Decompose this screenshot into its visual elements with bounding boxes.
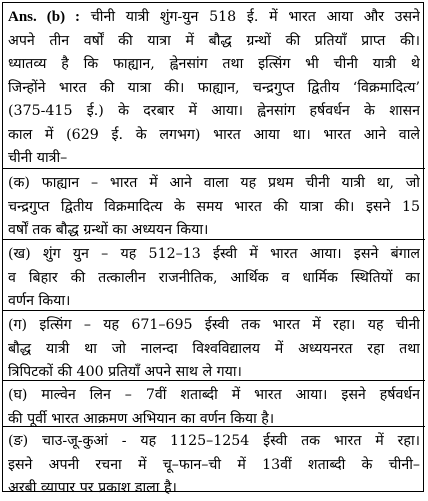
intro-line-1-text: चीनी यात्री शुंग-युन 518 ई. में भारत आया और उसने bbox=[90, 9, 420, 25]
item-line: त्रिपिटकों की 400 प्रतियाँ अपने साथ ले गया। bbox=[8, 364, 242, 380]
traveller-item-chau-ju-kua bbox=[3, 426, 425, 501]
item-line: इसने अपनी रचना में चू–फान–ची में 13वीं शताब्दी के चीनी– bbox=[8, 456, 420, 473]
item-line: (ङ) चाउ-जू-कुआं - यह 1125–1254 ईस्वी तक भारत में रहा। bbox=[8, 433, 420, 449]
intro-line-6: काल में (629 ई. के लगभग) भारत आया था। भारत आने वाले bbox=[8, 126, 420, 143]
intro-line-2: अपने तीन वर्षों की यात्रा में बौद्ध ग्रन्थों की प्रतियाँ प्राप्त की। bbox=[8, 32, 420, 49]
intro-line-5: (375-415 ई.) के दरबार में आया। ह्वेनसांग हर्षवर्धन के शासन bbox=[8, 103, 420, 119]
traveller-item-sung-yun bbox=[3, 239, 425, 314]
item-line: (ग) इत्सिंग – यह 671–695 ईस्वी तक भारत में रहा। यह चीनी bbox=[8, 317, 420, 333]
intro-line-1 bbox=[8, 6, 420, 30]
item-line: (घ) माल्वेन लिन – 7वीं शताब्दी में भारत आया। इसने हर्षवर्धन bbox=[8, 387, 420, 403]
item-line: व बिहार की तत्कालीन राजनीतिक, आर्थिक व धार्मिक स्थितियों का bbox=[8, 269, 420, 286]
item-line: अरबी व्यापार पर प्रकाश डाला है। bbox=[8, 480, 177, 496]
answer-box bbox=[2, 2, 424, 496]
traveller-item-fahien bbox=[3, 168, 425, 243]
traveller-item-itsing bbox=[3, 310, 425, 385]
item-line: (ख) शुंग युन – यह 512–13 ईस्वी में भारत आया। इसने बंगाल bbox=[8, 246, 420, 262]
item-line: चन्द्रगुप्त द्वितीय विक्रमादित्य के समय भारत की यात्रा की। इसने 15 bbox=[8, 198, 420, 215]
intro-line-3: ध्यातव्य है कि फाह्यान, ह्वेनसांग तथा इत्सिंग भी चीनी यात्री थे bbox=[8, 56, 420, 72]
answer-label: Ans. (b) : bbox=[8, 9, 81, 25]
traveller-item-malwen-lin bbox=[3, 380, 425, 431]
item-line: बौद्ध यात्री था जो नालन्दा विश्वविद्यालय में अध्ययनरत रहा तथा bbox=[8, 340, 420, 357]
item-line: की पूर्वी भारत आक्रमण अभियान का वर्णन किया है। bbox=[8, 410, 275, 427]
item-line: वर्षों तक बौद्ध ग्रन्थों का अध्ययन किया। bbox=[8, 222, 209, 238]
intro-line-7: चीनी यात्री– bbox=[8, 150, 68, 166]
answer-intro bbox=[3, 3, 425, 171]
item-line: वर्णन किया। bbox=[8, 293, 71, 309]
item-line: (क) फाह्यान – भारत में आने वाला यह प्रथम चीनी यात्री था, जो bbox=[8, 175, 420, 191]
intro-line-4: जिन्होंने भारत की यात्रा की। फाह्यान, चन्द्रगुप्त द्वितीय ‘विक्रमादित्य’ bbox=[8, 79, 420, 96]
